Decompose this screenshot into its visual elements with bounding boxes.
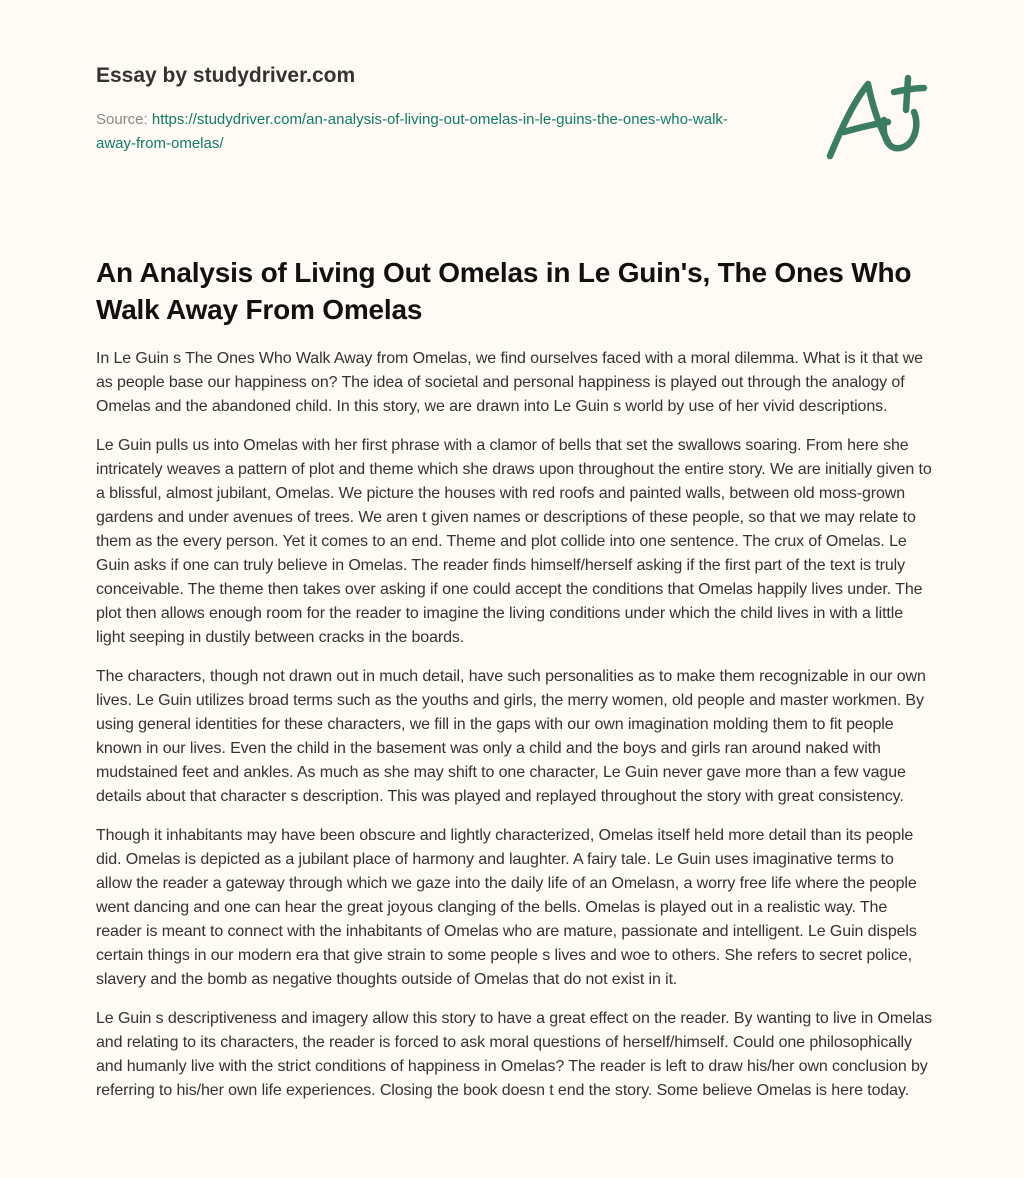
a-plus-grade-icon — [822, 70, 932, 170]
essay-paragraph: Le Guin pulls us into Omelas with her first phrase with a clamor of bells that set the swallows soaring. From here she intricately weaves a pattern of plot and theme which she draws upon throughout the entire story. We are initially given to a blissful, almost jubilant, Omelas. We picture the houses with red roofs and painted walls, between old moss-grown gardens and under avenues of trees. We aren t given names or descriptions of these people, so that we may relate to them as the every person. Yet it comes to an end. Theme and plot collide into one sentence. The crux of Omelas. Le Guin asks if one can truly believe in Omelas. The reader finds himself/herself asking if the first part of the text is truly conceivable. The theme then takes over asking if one could accept the conditions that Omelas happily lives under. The plot then allows enough room for the reader to imagine the living conditions under which the child lives in with a little light seeping in dustily between cracks in the boards. — [96, 437, 932, 646]
site-title: Essay by studydriver.com — [96, 64, 356, 87]
source-line — [96, 108, 746, 156]
essay-paragraph: The characters, though not drawn out in much detail, have such personalities as to make them recognizable in our own lives. Le Guin utilizes broad terms such as the youths and girls, the merry women, old people and master workmen. By using general identities for these characters, we fill in the gaps with our own imagination molding them to fit people known in our lives. Even the child in the basement was only a child and the boys and girls ran around naked with mudstained feet and ankles. As much as she may shift to one character, Le Guin never gave more than a few vague details about that character s description. This was played and replayed throughout the story with great consistency. — [96, 668, 926, 805]
essay-title: An Analysis of Living Out Omelas in Le Guin's, The Ones Who Walk Away From Omelas — [96, 257, 912, 325]
page-header — [96, 62, 796, 156]
essay-article — [96, 254, 934, 1118]
essay-paragraph: Though it inhabitants may have been obscure and lightly characterized, Omelas itself held more detail than its people did. Omelas is depicted as a jubilant place of harmony and laughter. A fairy tale. Le Guin uses imaginative terms to allow the reader a gateway through which we gaze into the daily life of an Omelasn, a worry free life where the people went dancing and one can hear the great joyous clanging of the bells. Omelas is played out in a realistic way. The reader is meant to connect with the inhabitants of Omelas who are mature, passionate and intelligent. Le Guin dispels certain things in our modern era that give strain to some people s lives and woe to others. She refers to secret police, slavery and the bomb as negative thoughts outside of Omelas that do not exist in it. — [96, 827, 917, 988]
essay-paragraph: Le Guin s descriptiveness and imagery allow this story to have a great effect on the reader. By wanting to live in Omelas and relating to its characters, the reader is forced to ask moral questions of herself/himself. Could one philosophically and humanly live with the strict conditions of happiness in Omelas? The reader is left to draw his/her own conclusion by referring to his/her own life experiences. Closing the book doesn t end the story. Some believe Omelas is here today. — [96, 1010, 933, 1099]
source-link[interactable]: https://studydriver.com/an-analysis-of-living-out-omelas-in-le-guins-the-ones-who-walk-away-from-omelas/ — [96, 111, 728, 152]
source-label: Source: — [96, 111, 152, 128]
essay-paragraph: In Le Guin s The Ones Who Walk Away from Omelas, we find ourselves faced with a moral dilemma. What is it that we as people base our happiness on? The idea of societal and personal happiness is played out through the analogy of Omelas and the abandoned child. In this story, we are drawn into Le Guin s world by use of her vivid descriptions. — [96, 350, 923, 415]
